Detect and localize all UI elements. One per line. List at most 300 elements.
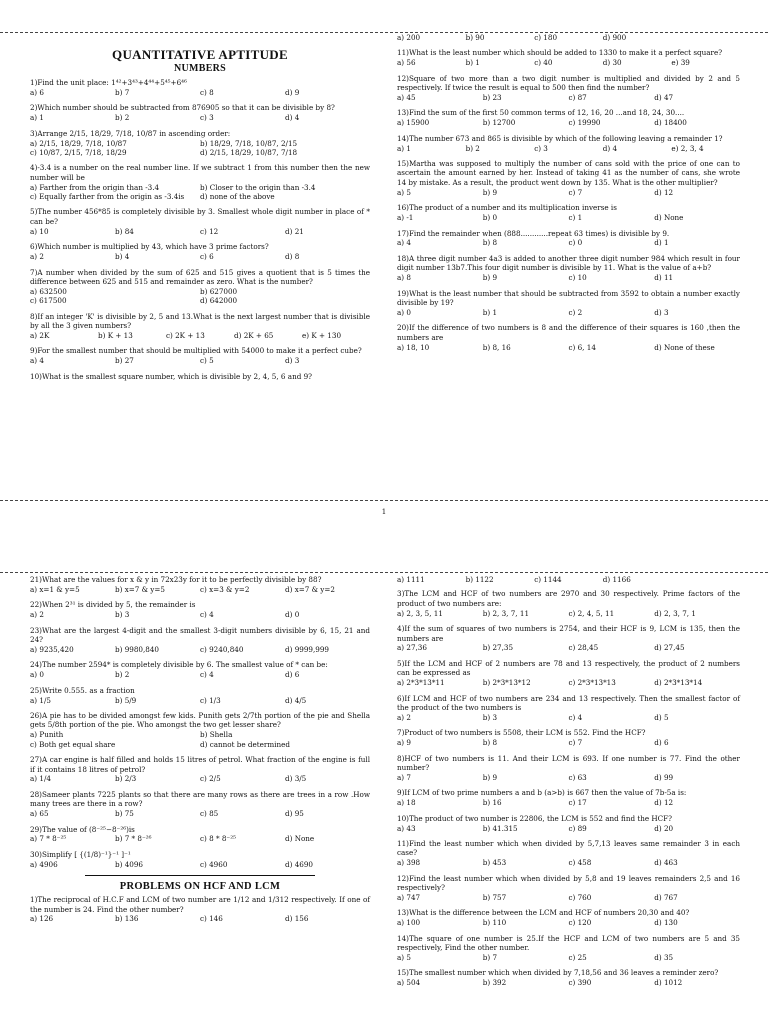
answer-options (397, 678, 740, 687)
question-text: 15)The smallest number which when divided by 7,18,56 and 36 leaves a reminder zero? (397, 968, 719, 978)
page-2 (0, 566, 768, 1024)
question-text: 8)If an integer 'K' is divisible by 2, 5 and 13.What is the next largest number that is divisible by all the 3 given numbers? (30, 311, 370, 331)
answer-options (30, 774, 370, 783)
answer-option: c) 458 (568, 858, 592, 868)
question-text: 11)Find the least number which when divided by 5,7,13 leaves same remainder 3 in each case? (397, 838, 740, 858)
answer-option: a) 6 (30, 87, 44, 97)
answer-option: d) 4690 (285, 859, 313, 869)
question-item (397, 108, 740, 127)
answer-options (30, 356, 370, 365)
question-list (397, 48, 740, 352)
answer-option: e) 2, 3, 4 (671, 143, 704, 153)
answer-options (30, 730, 370, 749)
answer-option: b) 1 (465, 58, 480, 68)
question-item (397, 814, 740, 833)
question-item (30, 790, 370, 819)
question-list (30, 895, 370, 924)
answer-option: b) 84 (115, 226, 134, 236)
answer-option: d) 3 (285, 356, 300, 366)
answer-option: d) 21 (285, 226, 304, 236)
answer-options (30, 88, 370, 97)
answer-options (397, 858, 740, 867)
page2-right-column (397, 575, 740, 994)
question-item (397, 968, 740, 987)
answer-option: b) 7 * 8⁻²⁶ (115, 834, 152, 844)
answer-option: d) 1012 (654, 978, 683, 988)
answer-option: c) 5 (200, 356, 214, 366)
answer-option: d) 2*3*13*14 (654, 678, 703, 688)
answer-option: d) 4 (285, 113, 300, 123)
answer-options (397, 188, 740, 197)
answer-option: a) 65 (30, 809, 49, 819)
answer-option: a) 8 (397, 273, 411, 283)
question-item (30, 312, 370, 341)
answer-option: c) 9240,840 (200, 644, 244, 654)
answer-options (397, 118, 740, 127)
answer-options (30, 113, 370, 122)
question-text: 1)The reciprocal of H.C.F and LCM of two number are 1/12 and 1/312 respectively. If one of the number is 24. Find the other number? (30, 895, 370, 914)
answer-option: c) 12 (200, 226, 219, 236)
question-item (397, 229, 740, 248)
answer-option: a) 10 (30, 226, 49, 236)
answer-option: c) 25 (568, 953, 587, 962)
question-item (30, 207, 370, 236)
answer-option: d) None (654, 213, 684, 223)
answer-option: b) 453 (482, 858, 507, 868)
answer-options (30, 139, 370, 158)
answer-option: d) 8 (285, 252, 300, 262)
answer-options (397, 643, 740, 652)
answer-option: c) 1 (568, 213, 583, 223)
page-number: 1 (381, 508, 387, 516)
answer-option: a) 2 (30, 610, 44, 620)
answer-option: c) 4 (568, 712, 583, 722)
answer-option: a) Punith (30, 730, 64, 740)
answer-option: d) 95 (285, 809, 304, 819)
page1-left-column (30, 45, 370, 387)
answer-option: d) 20 (654, 823, 674, 833)
question-item (30, 163, 370, 201)
question-text: 12)Find the least number which when divided by 5,8 and 19 leaves remainders 2,5 and 16 respectively? (397, 873, 740, 893)
answer-option: a) 632500 (30, 286, 67, 296)
answer-options (30, 585, 370, 594)
question-list (30, 78, 370, 381)
page-top-dashed-border (0, 572, 768, 573)
answer-options (397, 238, 740, 247)
answer-option: a) 100 (397, 918, 421, 928)
answer-option: b) 5/9 (115, 695, 137, 705)
answer-option: a) 5 (397, 953, 411, 962)
question-text: 13)What is the difference between the LCM and HCF of numbers 20,30 and 40? (397, 908, 690, 918)
answer-options (397, 738, 740, 747)
answer-option: c) 40 (534, 58, 553, 68)
answer-option: c) 617500 (30, 296, 67, 306)
question-item (30, 825, 370, 844)
answer-option: c) 8 * 8⁻²⁵ (200, 834, 236, 844)
answer-option: d) None of these (654, 342, 715, 352)
answer-option: d) 1166 (602, 575, 631, 584)
answer-option: c) 120 (568, 918, 592, 928)
answer-option: d) 35 (654, 953, 674, 962)
question-text: 12)Square of two more than a two digit number is multiplied and divided by 2 and 5 respectively. If twice the result is equal to 500 then find the number? (397, 73, 740, 93)
answer-option: e) K + 130 (302, 330, 342, 340)
answer-options (397, 893, 740, 902)
question-text: 9)For the smallest number that should be multiplied with 54000 to make it a perfect cube? (30, 346, 362, 356)
answer-option: b) 41.315 (482, 823, 518, 833)
answer-option: b) Closer to the origin than -3.4 (200, 182, 316, 192)
answer-options (397, 144, 740, 153)
answer-option: d) 12 (654, 798, 674, 808)
question-text: 10)The product of two number is 22806, the LCM is 552 and find the HCF? (397, 813, 673, 823)
answer-option: d) 6 (285, 670, 300, 680)
answer-option: c) 63 (568, 772, 587, 782)
answer-option: c) 4960 (200, 859, 228, 869)
answer-option: b) 2/3 (115, 774, 137, 784)
answer-option: d) 642000 (200, 296, 238, 306)
question-text: 10)What is the smallest square number, which is divisible by 2, 4, 5, 6 and 9? (30, 371, 313, 381)
answer-options (30, 696, 370, 705)
answer-option: c) 3 (200, 113, 214, 123)
answer-option: c) 0 (568, 238, 583, 248)
question-text: 4)-3.4 is a number on the real number line. If we subtract 1 from this number then the new number will be (30, 163, 370, 182)
question-text: 30)Simplify [ {(1/8)⁻¹}⁻¹ ]⁻¹ (30, 849, 131, 859)
answer-option: b) 1122 (465, 575, 494, 584)
answer-option: d) 47 (654, 93, 674, 103)
answer-option: d) None (285, 834, 315, 844)
answer-option: d) 4 (602, 143, 618, 153)
answer-option: a) 1/4 (30, 774, 51, 784)
answer-option: a) 0 (397, 307, 411, 317)
answer-option: c) 146 (200, 914, 223, 924)
answer-option: c) Equally farther from the origin as -3.4is (30, 192, 185, 202)
answer-option: b) 4 (115, 252, 130, 262)
answer-option: a) 2 (30, 252, 44, 262)
answer-option: c) 87 (568, 93, 587, 103)
answer-option: b) 27,35 (482, 643, 514, 653)
question-text: 6)If LCM and HCF of two numbers are 234 and 13 respectively. Then the smallest factor of the product of the two numbers is (397, 693, 740, 712)
answer-option: c) 10/87, 2/15, 7/18, 18/29 (30, 147, 127, 157)
question-text: 15)Martha was supposed to multiply the number of cans sold with the price of one can to ascertain the amount earned by her. Instead of taking 41 as the number of cans, she wrote 14 by mistake. As a result, the product went down by 135. What is the other multiplier? (397, 159, 740, 187)
question-item (30, 686, 370, 705)
answer-option: b) 9 (482, 772, 498, 782)
question-text: 5)The number 456*85 is completely divisible by 3. Smallest whole digit number in place of * can be? (30, 207, 370, 226)
answer-option: d) 900 (602, 33, 627, 42)
question-list (397, 589, 740, 987)
answer-option: b) 3 (482, 712, 498, 722)
answer-option: d) 18400 (654, 118, 687, 128)
answer-options (30, 183, 370, 202)
section-title-numbers: NUMBERS (173, 63, 227, 74)
page2-left-column (30, 575, 370, 930)
answer-option: b) 2 (115, 113, 130, 123)
answer-option: c) 17 (568, 798, 587, 808)
question-text: 3)Arrange 2/15, 18/29, 7/18, 10/87 in ascending order: (30, 128, 231, 138)
question-text: 4)If the sum of squares of two numbers is 2754, and their HCF is 9, LCM is 135, then the numbers are (397, 624, 740, 643)
answer-option: b) 9 (482, 273, 498, 283)
answer-option: a) 4 (397, 238, 411, 248)
question-text: 26)A pie has to be divided amongst few kids. Punith gets 2/7th portion of the pie and Shella gets 5/8th portion of the pie. Who amongst the two get lesser share? (30, 710, 370, 730)
question-text: 21)What are the values for x & y in 72x23y for it to be perfectly divisible by 88? (30, 575, 322, 584)
question-text: 22)When 2³¹ is divided by 5, the remainder is (30, 600, 196, 610)
answer-option: d) 2, 3, 7, 1 (654, 608, 696, 618)
question-item (30, 755, 370, 784)
answer-option: c) 8 (200, 87, 214, 97)
answer-option: b) 2 (115, 670, 130, 680)
answer-options (30, 252, 370, 261)
answer-options (397, 824, 740, 833)
answer-option: b) 9 (482, 187, 498, 197)
answer-option: a) 45 (397, 93, 416, 103)
question-item (397, 659, 740, 688)
continued-options-row (397, 575, 740, 584)
document-title: QUANTITATIVE APTITUDE (112, 47, 288, 62)
answer-option: a) 1 (30, 113, 44, 123)
question-item (30, 129, 370, 158)
answer-options (397, 273, 740, 282)
question-item (397, 254, 740, 283)
answer-option: a) 18, 10 (397, 342, 430, 352)
answer-options (397, 58, 740, 67)
answer-option: d) 9999,999 (285, 644, 329, 654)
answer-option: c) 19990 (568, 118, 601, 128)
answer-option: c) Both get equal share (30, 739, 116, 749)
answer-option: c) 6, 14 (568, 342, 596, 352)
answer-options (397, 918, 740, 927)
question-item (397, 694, 740, 723)
question-item (30, 660, 370, 679)
question-item (397, 728, 740, 747)
question-item (397, 589, 740, 618)
question-text: 8)HCF of two numbers is 11. And their LCM is 693. If one number is 77. Find the other number? (397, 753, 740, 772)
answer-option: a) x=1 & y=5 (30, 584, 80, 594)
question-item (30, 242, 370, 261)
page-bottom-dashed-border (0, 500, 768, 501)
question-item (30, 372, 370, 381)
question-item (397, 754, 740, 783)
answer-option: d) x=7 & y=2 (285, 584, 335, 594)
answer-option: a) 747 (397, 892, 421, 902)
question-item (397, 788, 740, 807)
answer-options (30, 610, 370, 619)
question-item (30, 600, 370, 619)
question-text: 27)A car engine is half filled and holds 15 litres of petrol. What fraction of the engine is full if it contains 18 litres of petrol? (30, 755, 370, 774)
question-text: 7)A number when divided by the sum of 625 and 515 gives a quotient that is 5 times the difference between 625 and 515 and remainder as zero. What is the number? (30, 267, 370, 286)
answer-option: b) 110 (482, 918, 507, 928)
answer-option: b) 1 (482, 307, 498, 317)
question-text: 1)Find the unit place: 1⁴²+3⁴³+4⁴⁴+5⁴⁵+6⁴⁶ (30, 78, 187, 87)
answer-options (397, 308, 740, 317)
answer-option: d) 27,45 (654, 643, 685, 653)
question-text: 9)If LCM of two prime numbers a and b (a>b) is 667 then the value of 7b-5a is: (397, 788, 687, 798)
answer-option: b) 3 (115, 610, 130, 620)
page1-right-column (397, 33, 740, 358)
answer-option: b) 136 (115, 914, 139, 924)
answer-options (397, 343, 740, 352)
question-text: 18)A three digit number 4a3 is added to another three digit number 984 which result in four digit number 13b7.This four digit number is divisible by 11. What is the value of a+b? (397, 253, 740, 273)
answer-option: b) 27 (115, 356, 134, 366)
answer-option: b) 8 (482, 238, 498, 248)
answer-option: b) 392 (482, 978, 507, 988)
answer-option: d) 130 (654, 918, 678, 928)
answer-options (30, 834, 370, 843)
answer-option: b) K + 13 (98, 330, 133, 340)
question-text: 23)What are the largest 4-digit and the smallest 3-digit numbers divisible by 6, 15, 21 and 24? (30, 625, 370, 645)
question-item (397, 934, 740, 963)
answer-option: a) Farther from the origin than -3.4 (30, 182, 160, 192)
answer-options (397, 978, 740, 987)
answer-options (397, 609, 740, 618)
answer-option: c) 85 (200, 809, 219, 819)
answer-options (397, 93, 740, 102)
answer-option: a) -1 (397, 213, 414, 223)
section-title-hcf-lcm: PROBLEMS ON HCF AND LCM (119, 881, 281, 893)
answer-option: a) 0 (30, 670, 44, 680)
answer-option: b) 12700 (482, 118, 516, 128)
section-divider (85, 875, 315, 876)
question-text: 7)Product of two numbers is 5508, their LCM is 552. Find the HCF? (397, 728, 646, 738)
question-item (397, 203, 740, 222)
answer-option: d) 2/15, 18/29, 10/87, 7/18 (200, 147, 298, 157)
answer-option: b) 8 (482, 738, 498, 748)
answer-option: a) 126 (30, 914, 54, 924)
answer-option: b) 627000 (200, 286, 238, 296)
question-text: 17)Find the remainder when (888............repeat 63 times) is divisible by 9. (397, 228, 670, 238)
answer-options (397, 213, 740, 222)
question-item (397, 289, 740, 318)
answer-option: d) 1 (654, 238, 669, 248)
answer-option: c) 4 (200, 610, 214, 620)
question-item (397, 874, 740, 903)
answer-option: c) 28,45 (568, 643, 599, 653)
question-item (30, 850, 370, 869)
answer-option: b) 8, 16 (482, 342, 511, 352)
answer-option: d) 9 (285, 87, 300, 97)
answer-option: b) 75 (115, 809, 134, 819)
answer-option: b) Shella (200, 730, 233, 740)
answer-option: c) 1/3 (200, 695, 221, 705)
answer-option: d) 4/5 (285, 695, 307, 705)
answer-option: a) 56 (397, 58, 416, 68)
answer-option: d) 2K + 65 (234, 330, 274, 340)
answer-option: b) 2 (465, 143, 480, 153)
answer-option: a) 18 (397, 798, 416, 808)
question-item (397, 624, 740, 653)
answer-option: c) 89 (568, 823, 587, 833)
question-item (30, 575, 370, 594)
answer-option: c) 4 (200, 670, 214, 680)
answer-option: a) 1/5 (30, 695, 51, 705)
answer-option: d) 463 (654, 858, 678, 868)
answer-option: a) 2*3*13*11 (397, 678, 445, 688)
answer-option: d) 6 (654, 738, 669, 748)
answer-option: d) cannot be determined (200, 739, 290, 749)
answer-option: a) 1 (397, 143, 411, 153)
answer-option: d) 12 (654, 187, 674, 197)
question-item (30, 78, 370, 97)
answer-option: a) 2K (30, 330, 50, 340)
question-text: 20)If the difference of two numbers is 8 and the difference of their squares is 160 ,then the numbers are (397, 323, 740, 342)
answer-options (397, 798, 740, 807)
question-text: 11)What is the least number which should be added to 1330 to make it a perfect square? (397, 48, 723, 58)
answer-option: a) 9235,420 (30, 644, 74, 654)
answer-option: b) 4096 (115, 859, 143, 869)
question-text: 28)Sameer plants 7225 plants so that there are many rows as there are trees in a row .How many trees are there in a row? (30, 789, 370, 809)
answer-option: d) 99 (654, 772, 674, 782)
question-text: 25)Write 0.555. as a fraction (30, 685, 135, 695)
answer-options (30, 809, 370, 818)
answer-option: b) 18/29, 7/18, 10/87, 2/15 (200, 138, 298, 148)
answer-option: b) 0 (482, 213, 498, 223)
answer-option: b) 9980,840 (115, 644, 159, 654)
answer-options (30, 860, 370, 869)
answer-option: a) 4906 (30, 859, 58, 869)
answer-option: a) 27,36 (397, 643, 427, 653)
answer-option: a) 7 * 8⁻²⁵ (30, 834, 67, 844)
answer-option: b) 7 (115, 87, 130, 97)
question-text: 13)Find the sum of the first 50 common terms of 12, 16, 20 ...and 18, 24, 30.... (397, 108, 685, 118)
answer-options (397, 773, 740, 782)
answer-option: c) 7 (568, 187, 583, 197)
answer-option: b) 757 (482, 892, 507, 902)
question-text: 24)The number 2594* is completely divisible by 6. The smallest value of * can be: (30, 660, 328, 670)
question-item (30, 346, 370, 365)
answer-options (30, 914, 370, 923)
question-list (30, 575, 370, 869)
answer-option: c) 2 (568, 307, 583, 317)
answer-option: a) 43 (397, 823, 416, 833)
question-item (397, 134, 740, 153)
answer-options (30, 287, 370, 306)
question-item (30, 268, 370, 306)
answer-option: c) 1144 (534, 575, 562, 584)
question-item (30, 103, 370, 122)
answer-option: c) 180 (534, 33, 558, 42)
answer-option: a) 2, 3, 5, 11 (397, 608, 443, 618)
answer-option: b) 7 (482, 953, 498, 962)
answer-options (30, 645, 370, 654)
question-text: 5)If the LCM and HCF of 2 numbers are 78 and 13 respectively, the product of 2 numbers can be expressed as (397, 658, 740, 678)
answer-option: c) 2/5 (200, 774, 221, 784)
answer-options (397, 713, 740, 722)
question-text: 2)Which number should be subtracted from 876905 so that it can be divisible by 8? (30, 103, 335, 113)
question-item (397, 839, 740, 868)
answer-option: e) 39 (671, 58, 690, 68)
question-text: 14)The square of one number is 25.If the HCF and LCM of two numbers are 5 and 35 respectively, Find the other number. (397, 933, 740, 953)
answer-option: b) 2, 3, 7, 11 (482, 608, 530, 618)
answer-option: c) 2K + 13 (166, 330, 205, 340)
question-text: 6)Which number is multiplied by 43, which have 3 prime factors? (30, 242, 269, 252)
question-text: 14)The number 673 and 865 is divisible by which of the following leaving a remainder 1? (397, 133, 723, 143)
answer-option: a) 2 (397, 712, 411, 722)
question-text: 16)The product of a number and its multiplication inverse is (397, 203, 617, 213)
answer-option: a) 7 (397, 772, 411, 782)
question-text: 3)The LCM and HCF of two numbers are 2970 and 30 respectively. Prime factors of the product of two numbers are: (397, 589, 740, 608)
answer-option: d) 5 (654, 712, 669, 722)
answer-option: c) 2, 4, 5, 11 (568, 608, 615, 618)
answer-option: b) 90 (465, 33, 485, 42)
answer-option: d) 30 (602, 58, 622, 68)
answer-option: c) 7 (568, 738, 583, 748)
question-item (397, 908, 740, 927)
answer-option: d) 3 (654, 307, 669, 317)
question-text: 29)The value of (8⁻²⁵−8⁻²⁶)is (30, 824, 135, 834)
answer-option: a) 1111 (397, 575, 425, 584)
answer-options (30, 331, 370, 340)
answer-option: c) 390 (568, 978, 592, 988)
answer-option: d) 767 (654, 892, 678, 902)
answer-option: b) 16 (482, 798, 502, 808)
answer-option: c) 6 (200, 252, 214, 262)
